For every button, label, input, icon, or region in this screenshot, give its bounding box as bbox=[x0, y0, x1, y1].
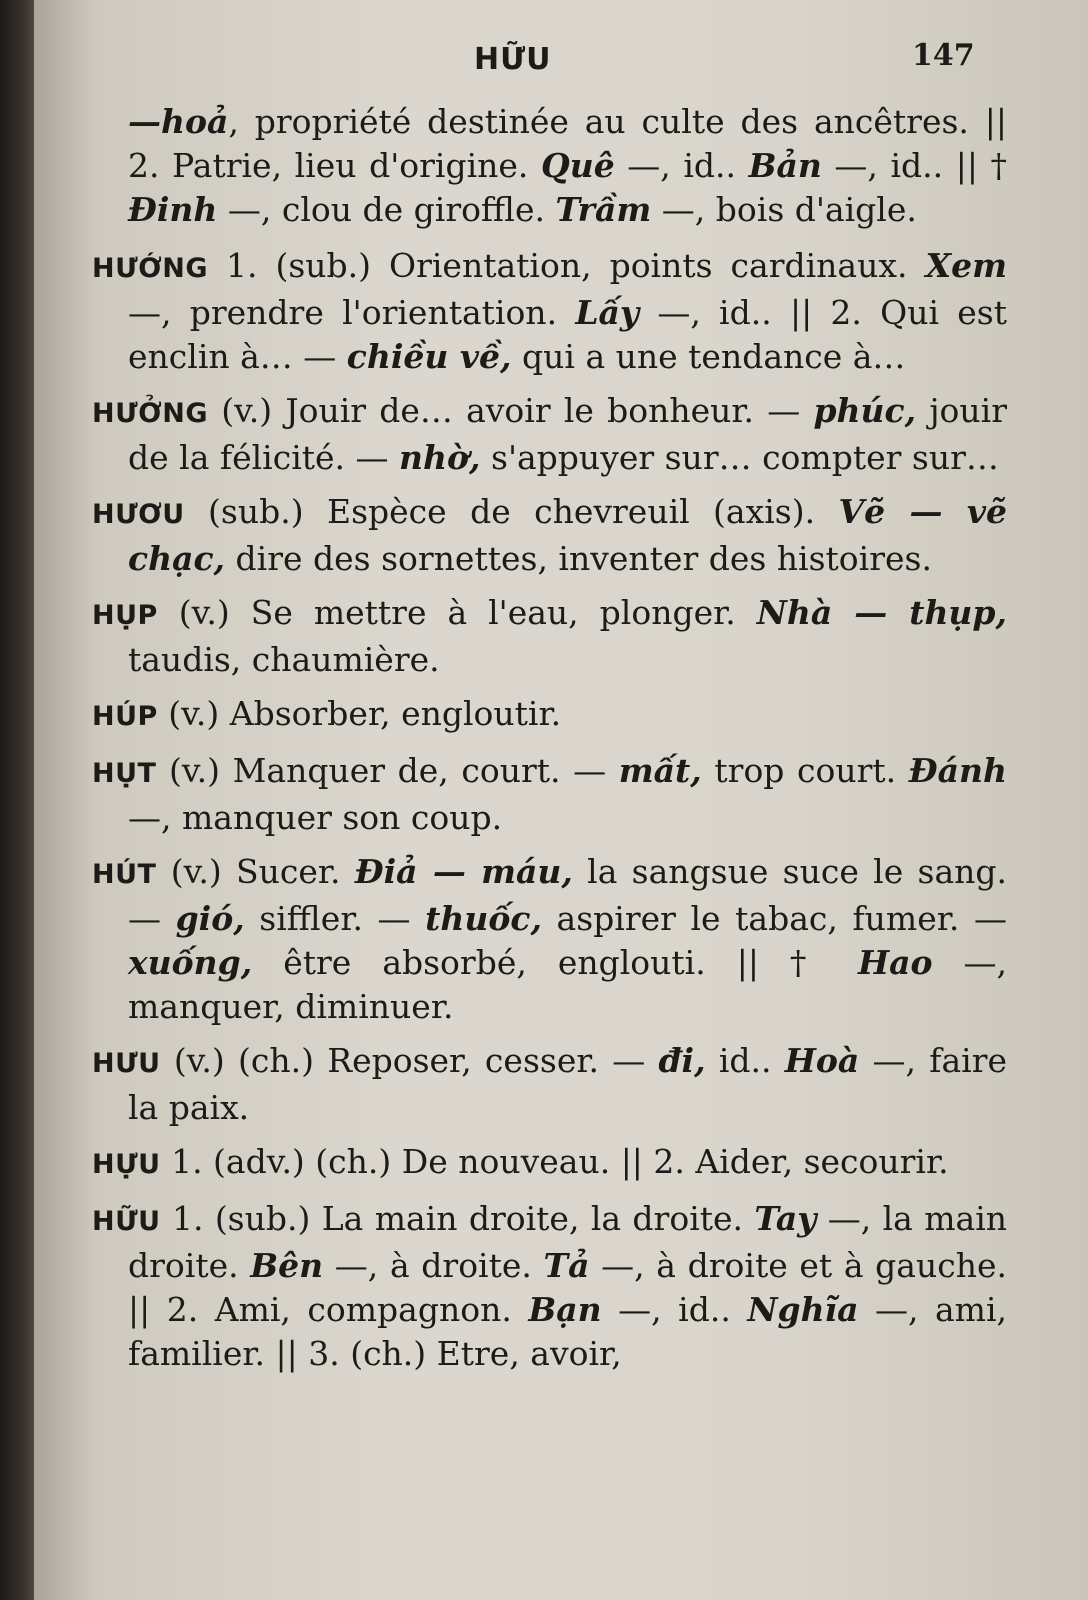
vietnamese-example: Bản bbox=[748, 146, 822, 185]
page-header bbox=[34, 34, 1044, 84]
definition-text: (v.) Absorber, engloutir. bbox=[157, 694, 562, 733]
dictionary-entry bbox=[92, 749, 1007, 840]
vietnamese-example: mất, bbox=[618, 751, 702, 790]
dictionary-entry bbox=[92, 692, 1007, 739]
vietnamese-example: Bạn bbox=[528, 1290, 602, 1329]
definition-text: 1. (sub.) Orientation, points cardinaux. bbox=[208, 246, 926, 285]
dictionary-entry bbox=[92, 850, 1007, 1029]
definition-text: taudis, chaumière. bbox=[128, 640, 440, 679]
definition-text: (v.) Manquer de, court. — bbox=[156, 751, 619, 790]
definition-text: 1. (sub.) La main droite, la droite. bbox=[160, 1199, 755, 1238]
vietnamese-example: Xem bbox=[925, 246, 1007, 285]
dictionary-entry bbox=[92, 1140, 1007, 1187]
vietnamese-example: nhờ, bbox=[399, 438, 481, 477]
definition-text: , propriété destinée au culte des ancêtres. || 2. Patrie, lieu d'origine. bbox=[128, 102, 1007, 185]
vietnamese-example: Hoà bbox=[784, 1041, 860, 1080]
vietnamese-example: phúc, bbox=[813, 391, 917, 430]
entry-headword: HỤT bbox=[92, 758, 157, 789]
vietnamese-example: Tả bbox=[543, 1246, 590, 1285]
entry-list bbox=[92, 244, 1007, 1376]
entry-headword: HÚT bbox=[92, 859, 157, 890]
vietnamese-example: Đinh bbox=[128, 190, 218, 229]
vietnamese-example: Vẽ — vẽ chạc, bbox=[128, 492, 1008, 578]
definition-text: —, id.. || † bbox=[821, 146, 1008, 185]
running-head: HỮU bbox=[474, 42, 552, 77]
vietnamese-example: Điả — máu, bbox=[354, 852, 573, 891]
definition-text: —, id.. bbox=[614, 146, 749, 185]
definition-text: (v.) Sucer. bbox=[156, 852, 355, 891]
continued-entry bbox=[92, 100, 1007, 232]
definition-text: siffler. — bbox=[244, 899, 426, 938]
dictionary-entry bbox=[92, 1039, 1007, 1130]
definition-text: (v.) Se mettre à l'eau, plonger. bbox=[157, 593, 757, 632]
definition-text: (sub.) Espèce de chevreuil (axis). bbox=[184, 492, 839, 531]
dictionary-entry bbox=[92, 591, 1007, 682]
vietnamese-example: gió, bbox=[175, 899, 245, 938]
definition-text: dire des sornettes, inventer des histoires. bbox=[225, 539, 932, 578]
vietnamese-example: Đánh bbox=[908, 751, 1007, 790]
vietnamese-example: Hao bbox=[857, 943, 933, 982]
dictionary-entry bbox=[92, 244, 1007, 379]
definition-text: —, la main droite. bbox=[128, 1199, 1008, 1285]
vietnamese-example: xuống, bbox=[128, 943, 253, 982]
entry-headword: HƯỚNG bbox=[92, 253, 208, 284]
definition-text: —, clou de giroffle. bbox=[217, 190, 556, 229]
definition-text: —, manquer, diminuer. bbox=[128, 943, 1007, 1026]
definition-text: qui a une tendance à… bbox=[511, 337, 906, 376]
definition-text: —, manquer son coup. bbox=[128, 798, 503, 837]
entry-headword: HƯU bbox=[92, 1048, 161, 1079]
definition-text: —, id.. || 2. Qui est enclin à… — bbox=[128, 293, 1007, 376]
dictionary-entry bbox=[92, 1197, 1007, 1376]
dictionary-page bbox=[34, 0, 1088, 1600]
entry-headword: HÚP bbox=[92, 701, 158, 732]
entry-headword: HƯƠU bbox=[92, 499, 185, 530]
vietnamese-example: —hoả bbox=[128, 102, 229, 141]
dictionary-entry bbox=[92, 389, 1007, 480]
definition-text: —, ami, familier. || 3. (ch.) Etre, avoir, bbox=[128, 1290, 1008, 1373]
vietnamese-example: Quê bbox=[541, 146, 615, 185]
definition-text: —, faire la paix. bbox=[128, 1041, 1008, 1127]
entry-headword: HỮU bbox=[92, 1206, 161, 1237]
vietnamese-example: Lấy bbox=[575, 293, 640, 332]
definition-text: aspirer le tabac, fumer. — bbox=[541, 899, 1007, 938]
definition-text: —, prendre l'orientation. bbox=[128, 293, 576, 332]
vietnamese-example: Bên bbox=[250, 1246, 324, 1285]
vietnamese-example: Nhà — thụp, bbox=[756, 593, 1007, 632]
definition-text: —, id.. bbox=[601, 1290, 748, 1329]
definition-text: la sangsue suce le sang. — bbox=[128, 852, 1007, 938]
vietnamese-example: thuốc, bbox=[425, 899, 542, 938]
dictionary-entry bbox=[92, 490, 1007, 581]
definition-text: trop court. bbox=[701, 751, 909, 790]
entry-headword: HƯỞNG bbox=[92, 398, 208, 429]
definition-text: id.. bbox=[705, 1041, 785, 1080]
vietnamese-example: đi, bbox=[658, 1041, 706, 1080]
definition-text: —, bois d'aigle. bbox=[651, 190, 917, 229]
definition-text: 1. (adv.) (ch.) De nouveau. || 2. Aider, secourir. bbox=[160, 1142, 949, 1181]
definition-text: s'appuyer sur… compter sur… bbox=[480, 438, 999, 477]
vietnamese-example: Nghĩa bbox=[747, 1290, 859, 1329]
vietnamese-example: chiều về, bbox=[346, 337, 512, 376]
definition-text: —, à droite. bbox=[323, 1246, 544, 1285]
definition-text: (v.) (ch.) Reposer, cesser. — bbox=[160, 1041, 659, 1080]
definition-text: jouir de la félicité. — bbox=[128, 391, 1007, 477]
entry-headword: HỤP bbox=[92, 600, 158, 631]
definition-text: —, à droite et à gauche. || 2. Ami, compagnon. bbox=[128, 1246, 1007, 1329]
definition-text: être absorbé, englouti. || † bbox=[252, 943, 858, 982]
page-number: 147 bbox=[912, 38, 975, 73]
vietnamese-example: Trầm bbox=[555, 190, 652, 229]
vietnamese-example: Tay bbox=[754, 1199, 817, 1238]
entry-headword: HỰU bbox=[92, 1149, 161, 1180]
definition-text: (v.) Jouir de… avoir le bonheur. — bbox=[208, 391, 814, 430]
entries-column bbox=[92, 100, 1007, 1386]
